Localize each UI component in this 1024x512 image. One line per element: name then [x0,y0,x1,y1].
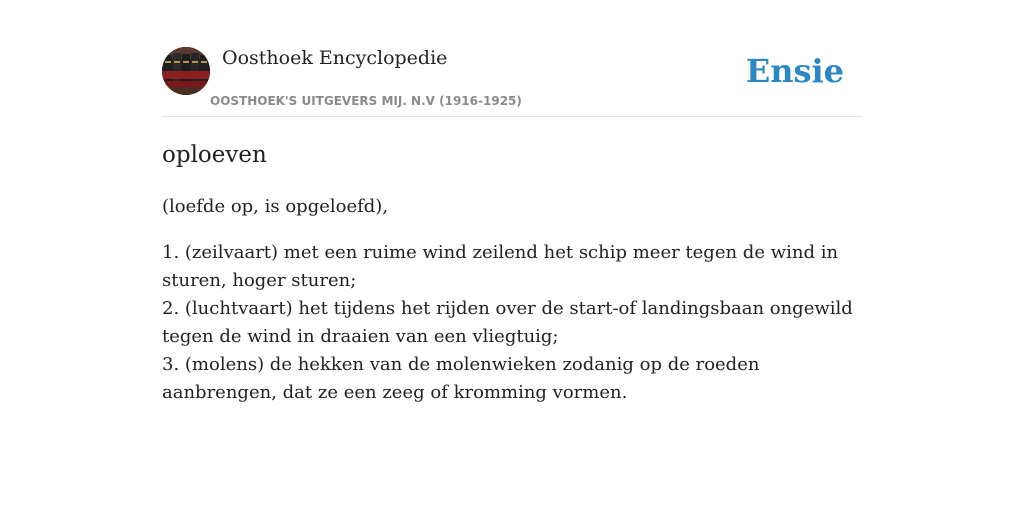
source-title[interactable]: Oosthoek Encyclopedie [222,47,448,69]
entry-definitions [162,239,862,407]
source-subtitle: OOSTHOEK'S UITGEVERS MIJ. N.V (1916-1925) [210,94,522,108]
definition-item: 2. (luchtvaart) het tijdens het rijden over de start-of landingsbaan ongewild tegen de wind in draaien van een vliegtuig; [162,298,853,347]
brand-logo[interactable]: Ensie [745,52,844,90]
definition-item: 3. (molens) de hekken van de molenwieken zodanig op de roeden aanbrengen, dat ze een zeeg of kromming vormen. [162,354,760,403]
entry-forms: (loefde op, is opgeloefd), [162,196,389,217]
definition-item: 1. (zeilvaart) met een ruime wind zeilend het schip meer tegen de wind in sturen, hoger sturen; [162,242,839,291]
encyclopedia-books-icon[interactable] [162,47,210,95]
source-header [162,46,862,117]
entry-card [162,0,862,512]
entry-headword: oploeven [162,142,267,168]
